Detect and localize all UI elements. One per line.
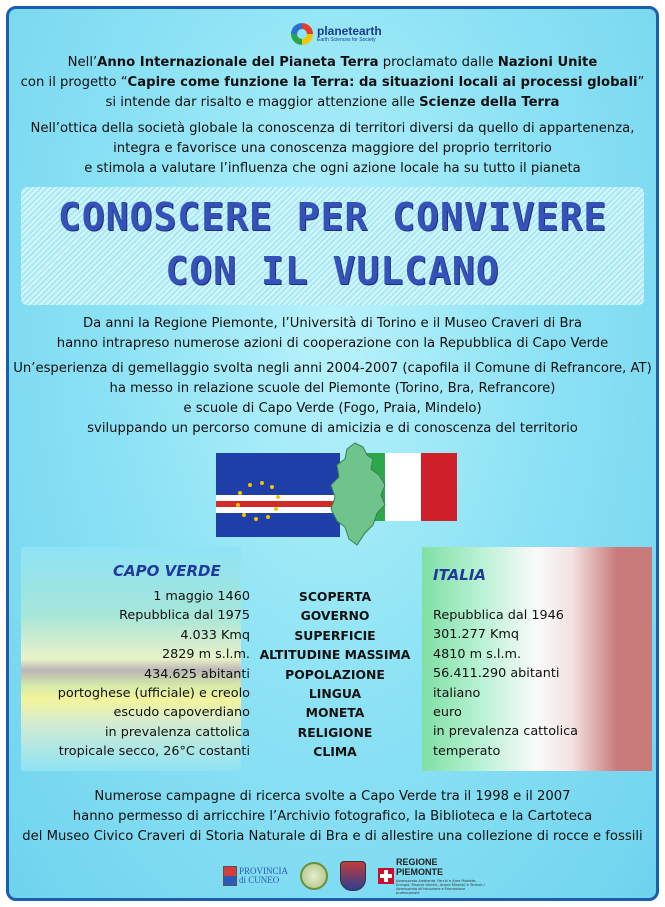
cooperation-paragraph (9, 314, 656, 354)
twinning-line: ha messo in relazione scuole del Piemonte (Torino, Bra, Refrancore) (109, 381, 556, 396)
context-line: e stimola a valutare l’influenza che ogni azione locale ha su tutto il pianeta (84, 161, 581, 176)
italia-flag-white (385, 453, 421, 521)
comparison-label: MONETA (305, 705, 365, 721)
intro-text-run: con il progetto “ (20, 75, 128, 90)
intro-text-run: si intende dar risalto e maggior attenzione alle (105, 95, 420, 110)
intro-line-1 (9, 53, 656, 73)
capo-verde-value: 2829 m s.l.m. (161, 647, 250, 663)
capo-verde-value: escudo capoverdiano (113, 705, 250, 721)
main-title-line-2: CON IL VULCANO (165, 249, 500, 293)
logo-tagline: Earth Sciences for Society (317, 37, 376, 43)
provincia-line-1: PROVINCIA (239, 866, 289, 876)
research-line: del Museo Civico Craveri di Storia Naturale di Bra e di allestire una collezione di rocce e fossili (22, 829, 643, 844)
intro-text-run: Nell’ (67, 55, 98, 70)
capo-verde-flag (216, 453, 340, 537)
intro-line-2 (9, 73, 656, 93)
city-crest-icon (340, 861, 366, 891)
twinning-paragraph (9, 359, 656, 439)
italia-value: 301.277 Kmq (433, 627, 519, 643)
capo-verde-value: in prevalenza cattolica (104, 724, 250, 740)
research-paragraph (9, 787, 656, 847)
planetearth-logo-icon (291, 23, 313, 45)
intro-text-run: Anno Internazionale del Pianeta Terra (97, 55, 379, 70)
italia-value: italiano (433, 685, 481, 701)
research-line: hanno permesso di arricchire l’Archivio fotografico, la Biblioteca e la Cartoteca (72, 809, 593, 824)
planetearth-logo (291, 19, 382, 49)
sponsor-logos (223, 857, 488, 895)
twinning-line: sviluppando un percorso comune di amicizia e di conoscenza del territorio (87, 421, 578, 436)
piemonte-map-icon (327, 441, 389, 549)
regione-cross-icon (378, 868, 394, 884)
capo-verde-value: 434.625 abitanti (143, 666, 250, 682)
capo-verde-title: CAPO VERDE (113, 562, 221, 580)
italia-value: 56.411.290 abitanti (433, 666, 560, 682)
regione-piemonte-logo (378, 857, 488, 895)
comparison-label: POPOLAZIONE (285, 666, 385, 682)
intro-line-3 (9, 93, 656, 113)
capo-verde-value: 4.033 Kmq (180, 627, 250, 643)
intro-text-run: Capire come funzione la Terra: da situazioni locali ai processi globali (127, 75, 638, 90)
context-line: integra e favorisce una conoscenza maggiore del proprio territorio (113, 141, 552, 156)
logo-name: planetearth (317, 24, 382, 38)
provincia-line-2: di CUNEO (239, 875, 280, 885)
context-line: Nell’ottica della società globale la conoscenza di territori diversi da quello di appartenenza, (30, 121, 635, 136)
comparison-label: SCOPERTA (298, 589, 372, 604)
italia-value: in prevalenza cattolica (433, 724, 579, 740)
university-seal-icon (300, 862, 328, 890)
regione-line-2: PIEMONTE (396, 867, 444, 877)
intro-paragraph (9, 53, 656, 113)
intro-text-run: Nazioni Unite (497, 55, 598, 70)
regione-line-1: REGIONE (396, 857, 438, 867)
comparison-label: CLIMA (313, 744, 357, 760)
italia-value: euro (433, 705, 462, 721)
comparison-label: LINGUA (308, 686, 362, 702)
italia-value: Repubblica dal 1946 (433, 608, 564, 623)
twinning-line: e scuole di Capo Verde (Fogo, Praia, Mindelo) (183, 401, 482, 416)
regione-fine-print: Assessorato Ambiente, Parchi e Aree Protette, Energia, Risorse Idriche, Acque Minerali e Termali / Assessorato all'Istruzione e Formazione professionale (396, 879, 485, 895)
research-line: Numerose campagne di ricerca svolte a Capo Verde tra il 1998 e il 2007 (94, 789, 571, 804)
intro-text-run: proclamato dalle (378, 55, 498, 70)
main-title-line-1: CONOSCERE PER CONVIVERE (57, 195, 608, 239)
capo-verde-value: portoghese (ufficiale) e creolo (57, 686, 250, 702)
comparison-label: GOVERNO (300, 608, 370, 624)
intro-text-run: ” (637, 75, 645, 90)
comparison-label: SUPERFICIE (294, 627, 376, 643)
capo-verde-values (58, 587, 250, 762)
comparison-label: RELIGIONE (297, 724, 373, 740)
cooperation-line: hanno intrapreso numerose azioni di cooperazione con la Repubblica di Capo Verde (56, 336, 609, 351)
context-paragraph (9, 119, 656, 179)
italia-value: 4810 m s.l.m. (433, 646, 522, 662)
poster-frame (6, 6, 659, 901)
italia-flag-red (421, 453, 457, 521)
italia-title: ITALIA (433, 566, 487, 584)
capo-verde-value: Repubblica dal 1975 (119, 608, 250, 624)
twinning-line: Un’esperienza di gemellaggio svolta negli anni 2004-2007 (capofila il Comune di Refrancore, AT) (13, 361, 652, 376)
cooperation-line: Da anni la Regione Piemonte, l’Università di Torino e il Museo Craveri di Bra (83, 316, 582, 331)
capo-verde-value: tropicale secco, 26°C costanti (58, 744, 250, 760)
capo-verde-value: 1 maggio 1460 (153, 589, 250, 604)
provincia-cuneo-logo (223, 861, 288, 891)
intro-text-run: Scienze della Terra (419, 95, 560, 110)
italia-value: temperato (433, 743, 501, 759)
provincia-crest-icon (223, 866, 237, 886)
italia-values (433, 606, 578, 761)
comparison-labels (235, 587, 435, 762)
comparison-label: ALTITUDINE MASSIMA (259, 647, 411, 663)
